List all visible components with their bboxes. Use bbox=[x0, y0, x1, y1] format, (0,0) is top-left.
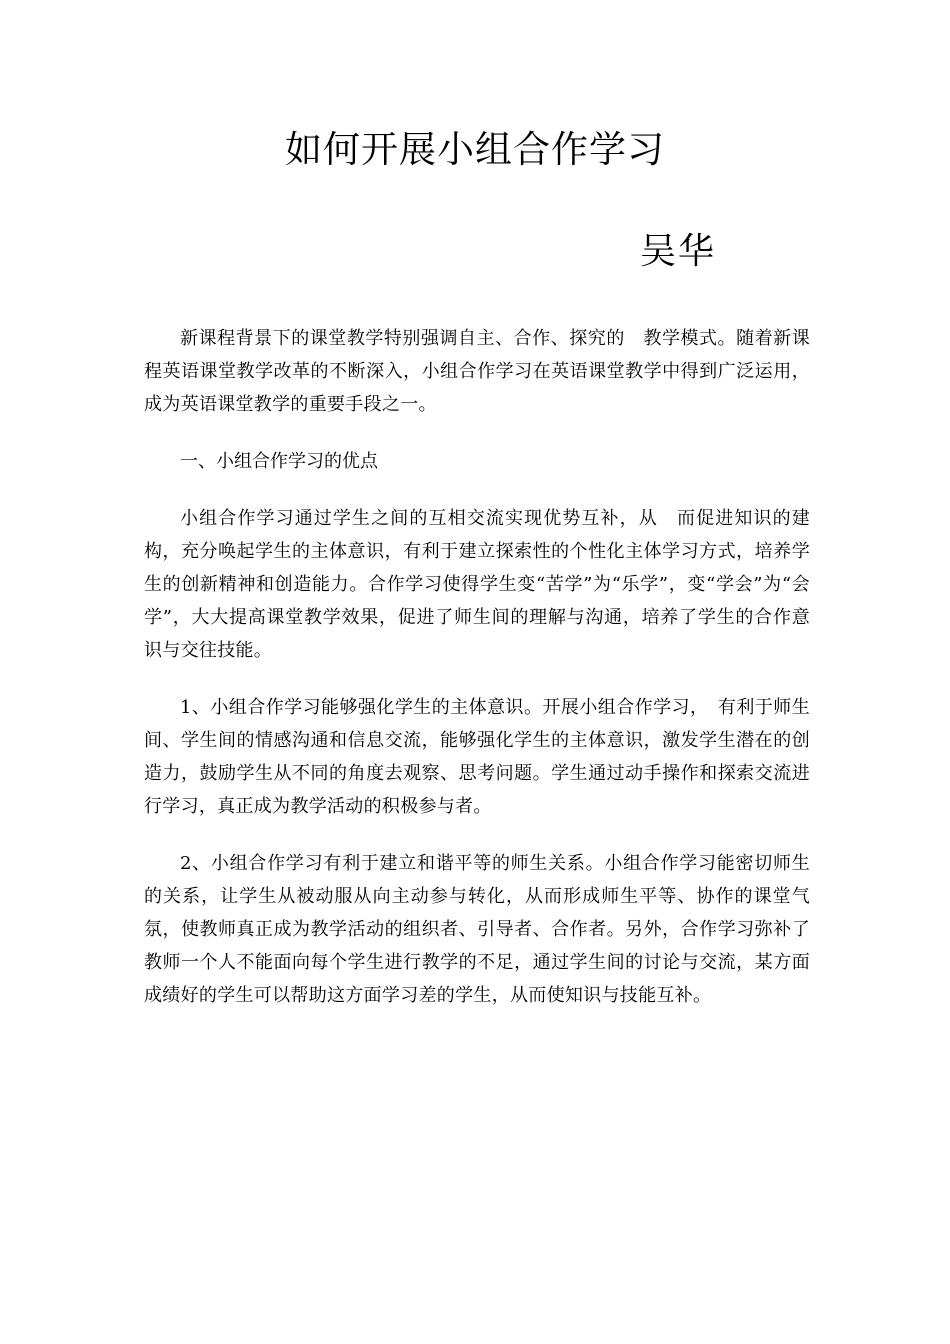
point-paragraph-1: 1、小组合作学习能够强化学生的主体意识。开展小组合作学习， 有利于师生间、学生间的情感沟通和信息交流，能够强化学生的主体意识，激发学生潜在的创造力，鼓励学生从不同的角度去观察、思考问题。学生通过动手操作和探索交流进行学习，真正成为教学活动的积极参与者。 bbox=[144, 697, 810, 817]
body-paragraph: 小组合作学习通过学生之间的互相交流实现优势互补，从 而促进知识的建构，充分唤起学生的主体意识，有利于建立探索性的个性化主体学习方式，培养学生的创新精神和创造能力。合作学习使得学生变“苦学”为“乐学”，变“学会”为“会学”，大大提高课堂教学效果，促进了师生间的理解与沟通，培养了学生的合作意识与交往技能。 bbox=[144, 508, 810, 661]
intro-paragraph: 新课程背景下的课堂教学特别强调自主、合作、探究的 教学模式。随着新课程英语课堂教学改革的不断深入，小组合作学习在英语课堂教学中得到广泛运用，成为英语课堂教学的重要手段之一。 bbox=[144, 328, 810, 415]
document-title: 如何开展小组合作学习 bbox=[285, 128, 665, 171]
document-body bbox=[144, 322, 810, 1036]
document-author: 吴华 bbox=[640, 231, 717, 272]
section-heading: 一、小组合作学习的优点 bbox=[180, 451, 378, 472]
point-paragraph-2: 2、小组合作学习有利于建立和谐平等的师生关系。小组合作学习能密切师生的关系，让学生从被动服从向主动参与转化，从而形成师生平等、协作的课堂气氛，使教师真正成为教学活动的组织者、引导者、合作者。另外，合作学习弥补了教师一个人不能面向每个学生进行教学的不足，通过学生间的讨论与交流，某方面成绩好的学生可以帮助这方面学习差的学生，从而使知识与技能互补。 bbox=[144, 853, 810, 1006]
